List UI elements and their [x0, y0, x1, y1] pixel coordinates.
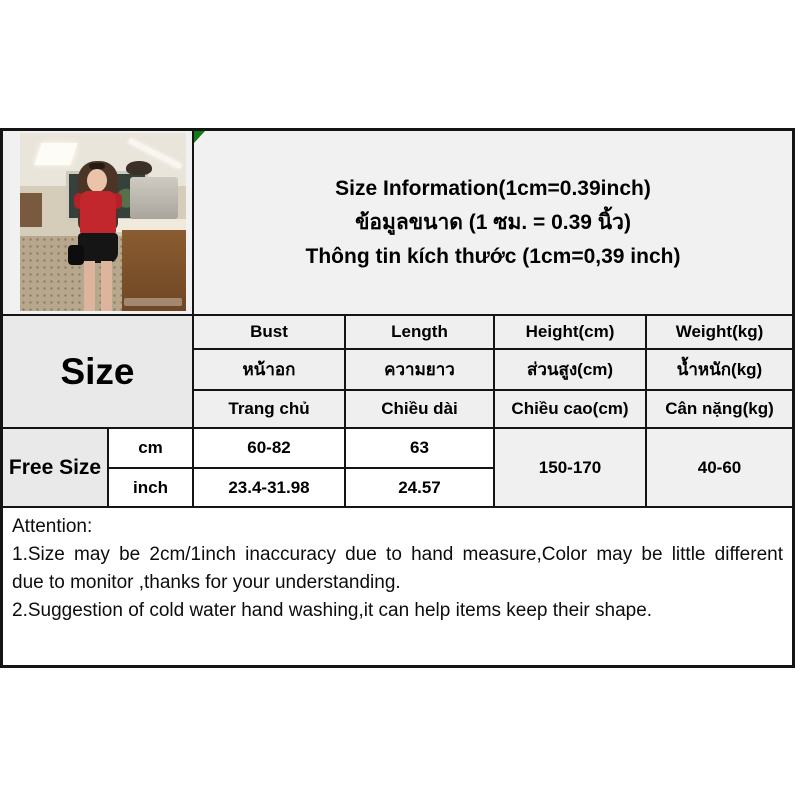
title-block — [194, 131, 792, 316]
size-chart-table — [0, 128, 795, 668]
product-photo — [20, 133, 186, 311]
header-length-vi — [346, 391, 495, 429]
photo-handbag — [68, 245, 84, 265]
product-photo-cell — [3, 131, 194, 316]
length-inch-value: 24.57 — [398, 477, 441, 497]
header-height-vi-label: Chiều cao(cm) — [511, 399, 629, 418]
header-length-th-label: ความยาว — [384, 360, 455, 379]
unit-cm-label: cm — [138, 438, 163, 457]
free-size-label: Free Size — [8, 455, 102, 479]
header-bust-vi-label: Trang chủ — [228, 399, 310, 418]
title-vietnamese: Thông tin kích thước (1cm=0,39 inch) — [305, 245, 681, 268]
length-inch-cell — [346, 469, 495, 508]
weight-range-cell — [647, 429, 792, 508]
header-height-en — [495, 316, 647, 350]
attention-line-1: 1.Size may be 2cm/1inch inaccuracy due to hand measure,Color may be little different — [12, 544, 783, 565]
header-height-en-label: Height(cm) — [525, 322, 615, 341]
photo-leg-left — [84, 261, 95, 311]
photo-black-shorts — [78, 233, 118, 263]
photo-watermark — [124, 298, 182, 306]
header-weight-vi — [647, 391, 792, 429]
bust-inch-cell — [194, 469, 346, 508]
header-bust-en — [194, 316, 346, 350]
bust-inch-value: 23.4-31.98 — [228, 477, 310, 497]
photo-sunglasses — [89, 163, 105, 169]
height-range-cell — [495, 429, 647, 508]
attention-line-2: due to monitor ,thanks for your understanding. — [12, 572, 401, 593]
weight-range-value: 40-60 — [697, 457, 742, 477]
header-length-en-label: Length — [391, 322, 448, 341]
header-height-th-label: ส่วนสูง(cm) — [526, 360, 614, 379]
header-bust-th-label: หน้าอก — [242, 360, 296, 379]
header-weight-th-label: น้ำหนัก(kg) — [676, 360, 763, 379]
photo-model-face — [87, 169, 107, 192]
row-free-size-cell — [3, 429, 109, 508]
header-bust-en-label: Bust — [250, 322, 288, 341]
photo-red-top — [80, 191, 116, 235]
photo-ceiling-light — [34, 143, 77, 165]
title-english: Size Information(1cm=0.39inch) — [335, 177, 651, 200]
header-weight-en-label: Weight(kg) — [675, 322, 764, 341]
attention-note — [3, 508, 792, 665]
photo-bowl — [126, 161, 152, 175]
header-length-en — [346, 316, 495, 350]
attention-heading: Attention: — [12, 516, 93, 537]
bust-cm-cell — [194, 429, 346, 469]
photo-leg-right — [101, 261, 112, 311]
header-height-vi — [495, 391, 647, 429]
unit-inch-cell — [109, 469, 194, 508]
bust-cm-value: 60-82 — [247, 438, 291, 457]
size-header-label: Size — [60, 350, 135, 392]
height-range-value: 150-170 — [538, 457, 602, 477]
photo-shelf — [20, 193, 42, 227]
unit-inch-label: inch — [133, 477, 168, 497]
header-weight-vi-label: Cân nặng(kg) — [665, 399, 774, 418]
green-corner-flag-icon — [194, 131, 205, 143]
header-weight-en — [647, 316, 792, 350]
size-header-cell — [3, 316, 194, 429]
attention-line-3: 2.Suggestion of cold water hand washing,it can help items keep their shape. — [12, 600, 653, 621]
header-weight-th — [647, 350, 792, 391]
header-bust-th — [194, 350, 346, 391]
length-cm-value: 63 — [410, 438, 429, 457]
photo-coffee-machine — [130, 177, 178, 219]
title-thai: ข้อมูลขนาด (1 ซม. = 0.39 นิ้ว) — [355, 211, 631, 234]
unit-cm-cell — [109, 429, 194, 469]
header-length-th — [346, 350, 495, 391]
header-length-vi-label: Chiều dài — [381, 399, 458, 418]
length-cm-cell — [346, 429, 495, 469]
header-bust-vi — [194, 391, 346, 429]
header-height-th — [495, 350, 647, 391]
